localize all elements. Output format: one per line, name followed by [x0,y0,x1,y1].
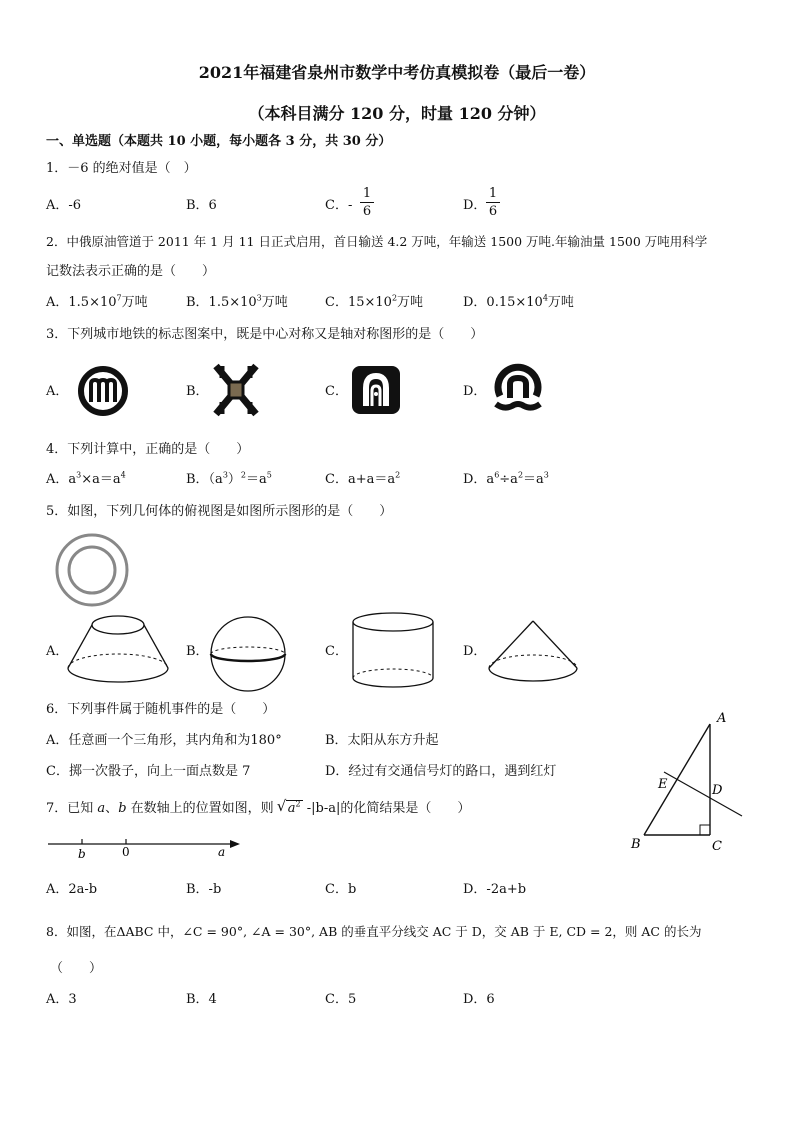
section-heading: 一、单选题（本题共 10 小题，每小题各 3 分，共 30 分） [46,134,392,149]
q2-stem-line1: 2．中俄原油管道于 2011 年 1 月 11 日正式启用，首日输送 4.2 万吨，年输送 1500 万吨.年输油量 1500 万吨用科学 [46,234,708,249]
q2-option-c: C．$15\times 10^2$万吨 [325,293,424,310]
q1-option-d-fraction [486,186,500,219]
q3-option-c: C． [325,384,348,399]
page-title: 2021年福建省泉州市数学中考仿真模拟卷（最后一卷） [198,63,596,82]
q7-option-a: A．2a-b [46,882,98,897]
q5-option-b: B． [186,644,209,659]
q4-option-d: D．$a^6\div a^2=a^3$ [463,470,549,487]
q5-option-c: C． [325,644,348,659]
label-d: D [712,783,723,798]
q4-option-a: A．$a^3\times a=a^4$ [46,470,126,487]
metro-logo-a-icon [76,364,130,418]
sqrt-symbol: √ $a^2$ [276,797,301,816]
q4-option-b: B．$(a^3)^2=a^5$ [186,470,272,487]
q6-option-c: C．掷一次骰子，向上一面点数是 7 [46,764,251,779]
q7-option-d: D．-2a+b [463,882,527,897]
axis-label-b: b [78,847,86,861]
fraction-numerator: 1 [488,186,498,201]
q5-stem: 5．如图，下列几何体的俯视图是如图所示图形的是（ ） [46,504,393,519]
fraction-denominator: 6 [362,204,372,219]
q7-option-c: C．b [325,882,357,897]
q8-option-a: A．3 [46,992,77,1007]
q8-option-b: B．4 [186,992,217,1007]
q8-stem-line2: （ ） [50,961,103,976]
q5-option-d: D． [463,644,487,659]
frustum-figure [64,612,172,686]
q1-option-b: B．6 [186,198,217,213]
q8-stem-line1: 8．如图，在ΔABC 中，∠C = 90°, ∠A = 30°, AB 的垂直平分线交 AC 于 D，交 AB 于 E, CD = 2，则 AC 的长为 [46,924,702,939]
metro-logo-d-icon [490,362,546,418]
q1-option-d: D． [463,198,487,213]
q4-option-c: C．$a+a=a^2$ [325,470,401,487]
q5-option-a: A． [46,644,69,659]
axis-label-0: 0 [122,845,130,859]
metro-logo-b-icon [212,362,260,418]
q6-stem: 6．下列事件属于随机事件的是（ ） [46,702,276,717]
q2-option-d: D．$0.15\times 10^4$万吨 [463,293,574,310]
q2-stem-line2: 记数法表示正确的是（ ） [46,264,216,279]
metro-logo-c-icon [350,364,402,416]
label-b: B [631,837,641,852]
triangle-abc-figure [626,708,752,856]
q7-stem: 7．已知 a、b 在数轴上的位置如图，则 √ $a^2$ -|b-a|的化简结果是（ ） [46,797,471,816]
label-c: C [712,839,722,854]
q4-stem: 4．下列计算中，正确的是（ ） [46,442,250,457]
q1-stem: 1．－6 的绝对值是（ ） [46,161,197,176]
cone-figure [486,618,580,686]
q7-option-b: B．-b [186,882,222,897]
q1-option-a: A．-6 [46,198,82,213]
number-line-figure [44,834,244,864]
q2-option-a: A．$1.5\times 10^7$万吨 [46,293,148,310]
page-subtitle: （本科目满分 120 分，时量 120 分钟） [248,104,546,123]
axis-label-a: a [218,845,226,859]
q8-option-d: D．6 [463,992,495,1007]
fraction-numerator: 1 [362,186,372,201]
label-a: A [717,711,727,726]
sphere-figure [208,614,288,694]
q3-option-b: B． [186,384,209,399]
q6-option-a: A．任意画一个三角形，其内角和为180° [46,733,282,748]
q1-option-c: C．- [325,198,353,213]
q2-option-b: B．$1.5\times 10^3$万吨 [186,293,288,310]
fraction-denominator: 6 [488,204,498,219]
q3-option-d: D． [463,384,487,399]
q1-option-c-fraction [360,186,374,219]
q6-option-d: D．经过有交通信号灯的路口，遇到红灯 [325,764,557,779]
top-view-rings-figure [54,532,130,608]
q8-option-c: C．5 [325,992,357,1007]
q3-stem: 3．下列城市地铁的标志图案中，既是中心对称又是轴对称图形的是（ ） [46,327,484,342]
q6-option-b: B．太阳从东方升起 [325,733,439,748]
q3-option-a: A． [46,384,69,399]
cylinder-figure [350,610,436,692]
label-e: E [658,777,668,792]
